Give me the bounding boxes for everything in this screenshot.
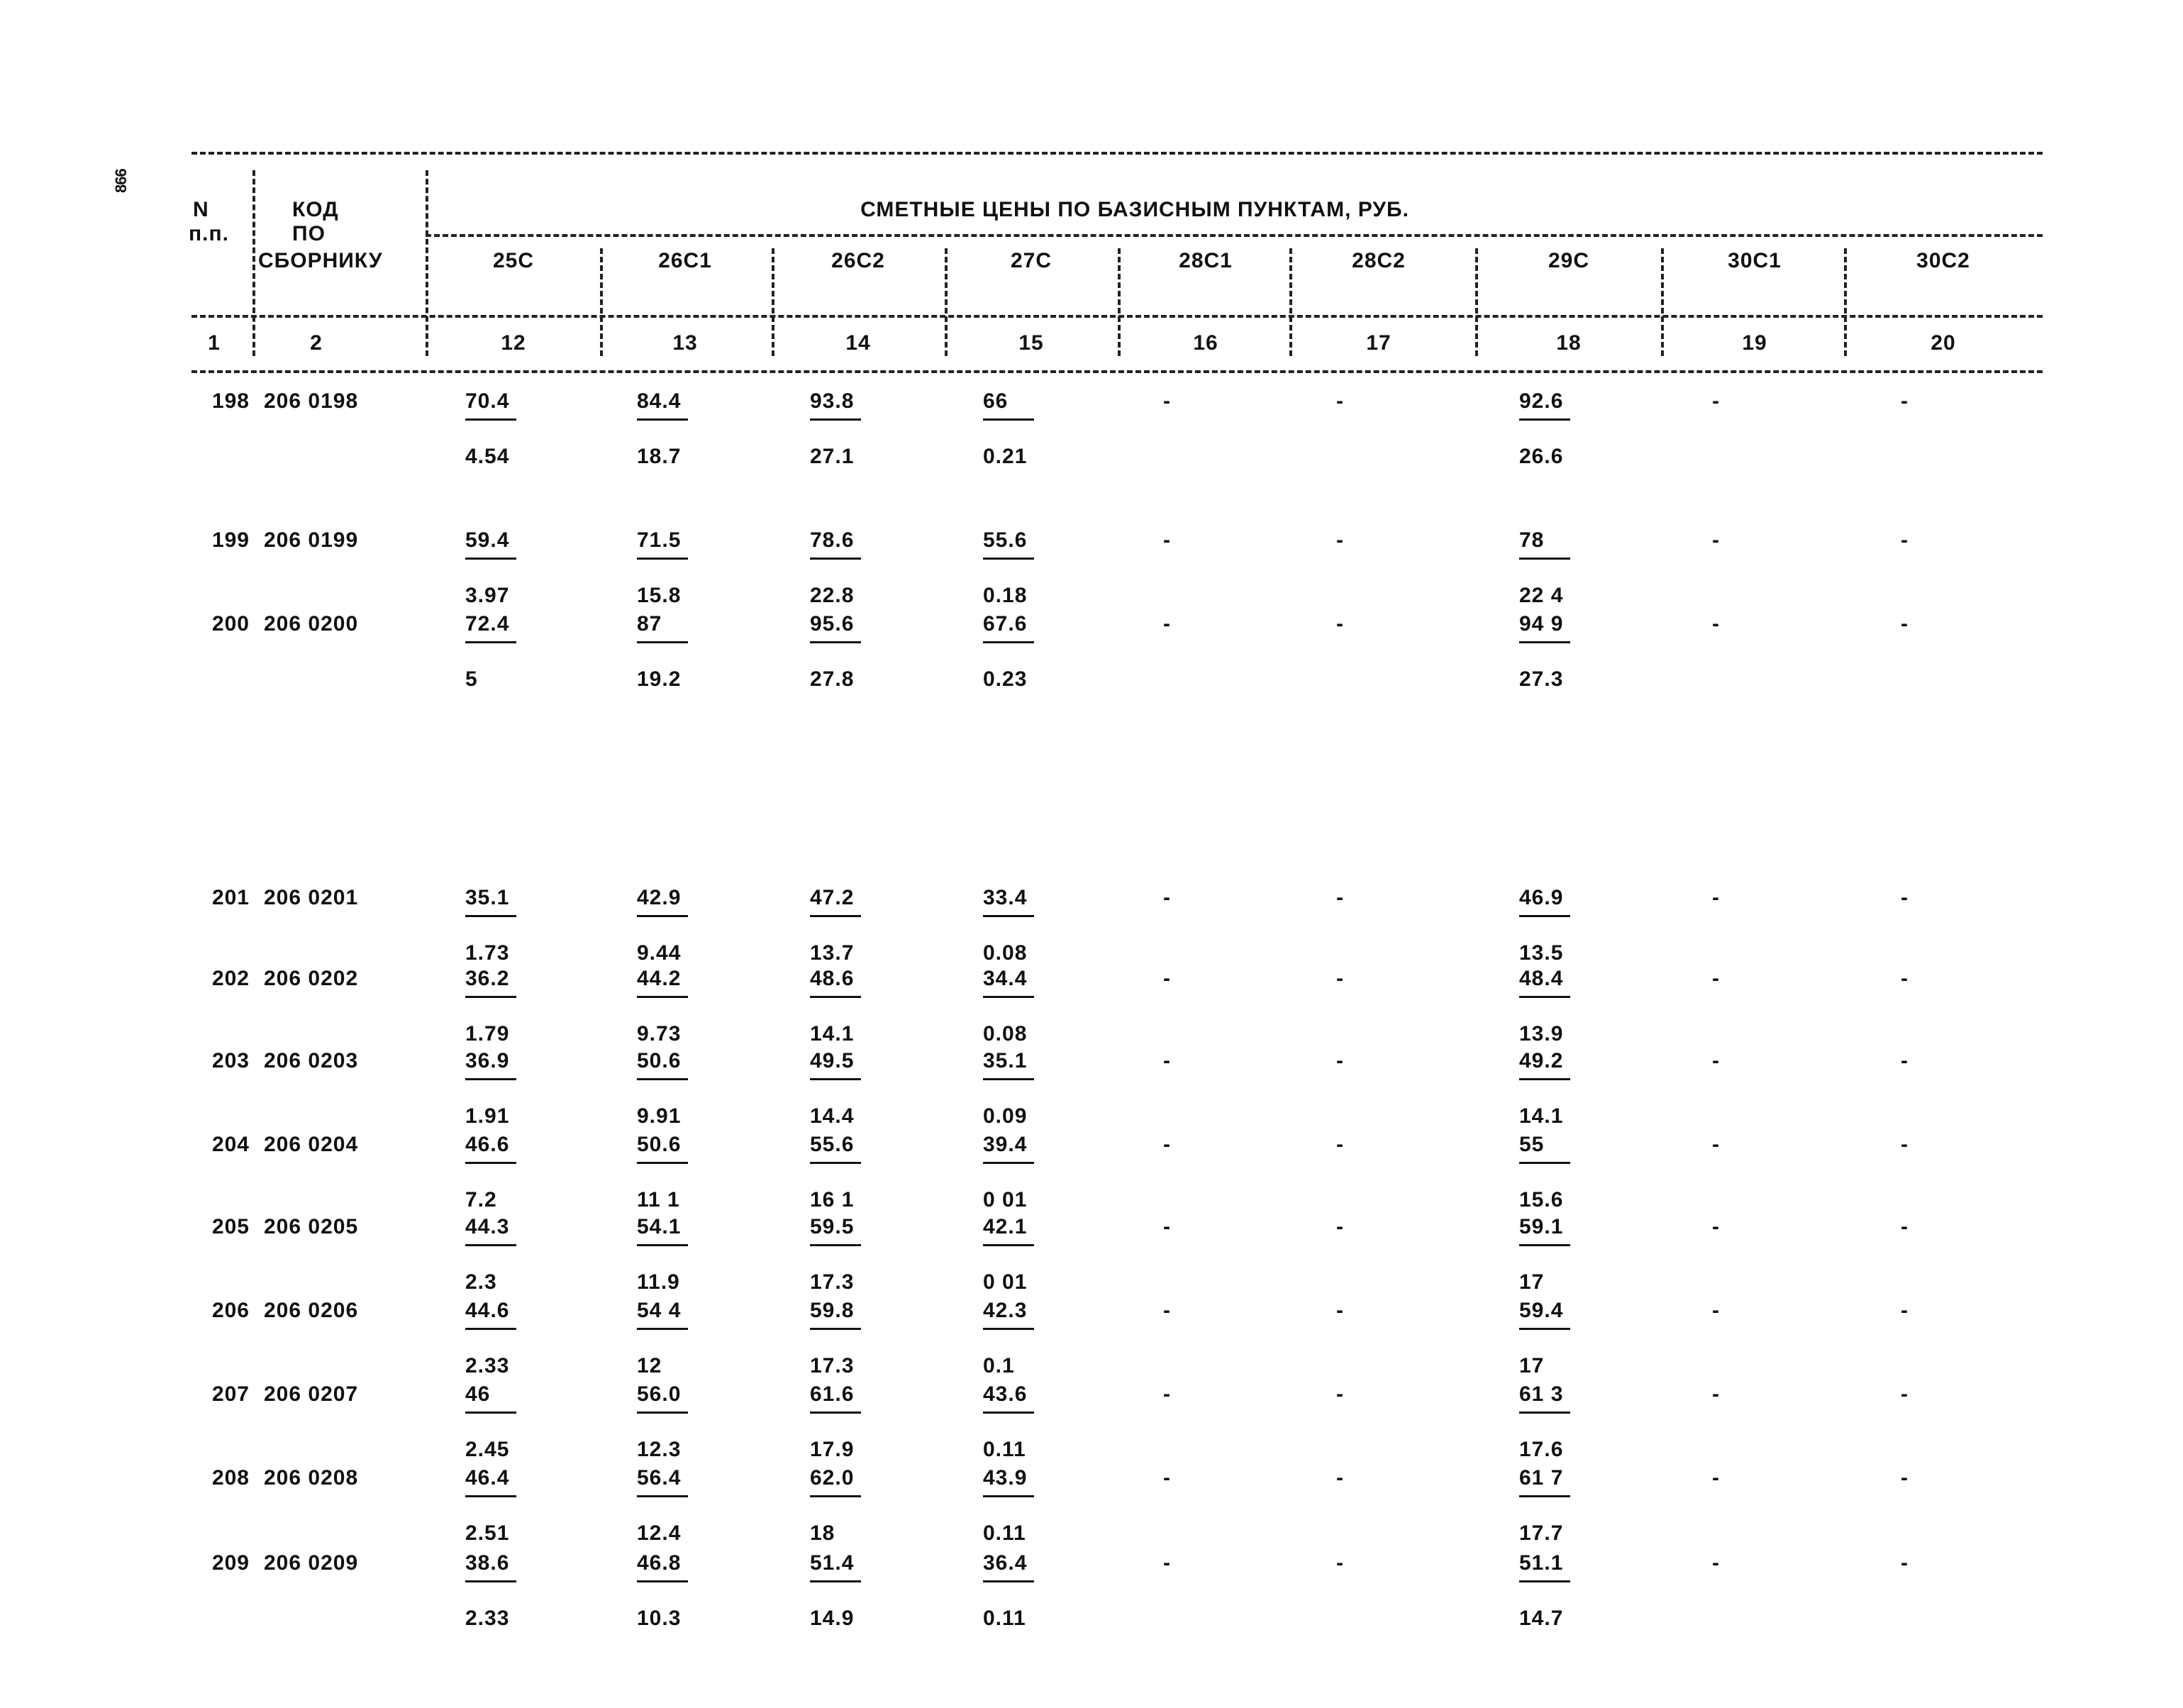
price-numerator: 71.5 bbox=[637, 528, 682, 552]
empty-dash: - bbox=[1163, 1049, 1171, 1072]
empty-dash: - bbox=[1163, 612, 1171, 636]
row-code: 206 0205 bbox=[264, 1215, 359, 1238]
fraction-bar bbox=[1519, 1412, 1570, 1414]
col-sep-4 bbox=[772, 248, 774, 356]
price-denominator: 15.8 bbox=[637, 584, 682, 607]
column-index: 17 bbox=[1366, 331, 1392, 355]
fraction-bar bbox=[465, 996, 516, 998]
row-number: 203 bbox=[211, 1049, 250, 1072]
fraction-bar bbox=[637, 418, 688, 421]
empty-dash: - bbox=[1163, 886, 1171, 909]
price-denominator: 15.6 bbox=[1519, 1188, 1564, 1211]
fraction-bar bbox=[810, 1162, 861, 1164]
fraction-bar bbox=[465, 1162, 516, 1164]
price-numerator: 59.5 bbox=[810, 1215, 855, 1238]
price-denominator: 0.11 bbox=[983, 1607, 1026, 1630]
price-numerator: 42.3 bbox=[983, 1299, 1028, 1322]
column-index: 20 bbox=[1931, 331, 1956, 355]
row-number: 200 bbox=[211, 612, 250, 636]
fraction-bar bbox=[810, 1328, 861, 1330]
price-denominator: 18.7 bbox=[637, 445, 682, 468]
price-numerator: 35.1 bbox=[465, 886, 510, 909]
price-numerator: 92.6 bbox=[1519, 389, 1564, 413]
price-denominator: 17 bbox=[1519, 1354, 1545, 1377]
empty-dash: - bbox=[1901, 528, 1909, 552]
fraction-bar bbox=[983, 1495, 1034, 1497]
price-numerator: 87 bbox=[637, 612, 662, 636]
price-denominator: 1.79 bbox=[465, 1022, 510, 1046]
column-index: 2 bbox=[310, 331, 323, 355]
price-denominator: 19.2 bbox=[637, 667, 682, 691]
row-code: 206 0203 bbox=[264, 1049, 359, 1072]
header-code-line3: СБОРНИКУ bbox=[258, 249, 383, 272]
price-denominator: 0.11 bbox=[983, 1521, 1026, 1545]
fraction-bar bbox=[465, 1412, 516, 1414]
row-code: 206 0206 bbox=[264, 1299, 359, 1322]
fraction-bar bbox=[637, 1580, 688, 1582]
price-numerator: 61.6 bbox=[810, 1382, 855, 1406]
price-denominator: 14.9 bbox=[810, 1607, 855, 1630]
fraction-bar bbox=[1519, 1162, 1570, 1164]
fraction-bar bbox=[810, 1495, 861, 1497]
fraction-bar bbox=[983, 558, 1034, 560]
column-index: 15 bbox=[1018, 331, 1044, 355]
column-index: 13 bbox=[672, 331, 698, 355]
price-denominator: 2.33 bbox=[465, 1607, 510, 1630]
header-code-line2: ПО bbox=[292, 222, 326, 245]
fraction-bar bbox=[465, 641, 516, 643]
price-numerator: 50.6 bbox=[637, 1133, 682, 1156]
price-denominator: 17.6 bbox=[1519, 1438, 1564, 1461]
price-denominator: 16 1 bbox=[810, 1188, 855, 1211]
empty-dash: - bbox=[1712, 1382, 1720, 1406]
empty-dash: - bbox=[1163, 1299, 1171, 1322]
price-denominator: 10.3 bbox=[637, 1607, 682, 1630]
price-numerator: 55.6 bbox=[810, 1133, 855, 1156]
fraction-bar bbox=[637, 1162, 688, 1164]
price-numerator: 70.4 bbox=[465, 389, 510, 413]
row-number: 205 bbox=[211, 1215, 250, 1238]
price-denominator: 7.2 bbox=[465, 1188, 497, 1211]
empty-dash: - bbox=[1336, 1299, 1344, 1322]
price-denominator: 2.3 bbox=[465, 1270, 497, 1294]
fraction-bar bbox=[983, 1580, 1034, 1582]
price-numerator: 44.3 bbox=[465, 1215, 510, 1238]
price-numerator: 39.4 bbox=[983, 1133, 1028, 1156]
row-number: 199 bbox=[211, 528, 250, 552]
empty-dash: - bbox=[1163, 528, 1171, 552]
empty-dash: - bbox=[1712, 1133, 1720, 1156]
empty-dash: - bbox=[1901, 967, 1909, 990]
price-numerator: 46 bbox=[465, 1382, 491, 1406]
row-code: 206 0202 bbox=[264, 967, 359, 990]
row-code: 206 0200 bbox=[264, 612, 359, 636]
column-header: 26С1 bbox=[658, 249, 712, 272]
empty-dash: - bbox=[1712, 389, 1720, 413]
empty-dash: - bbox=[1336, 1049, 1344, 1072]
column-header: 30С2 bbox=[1916, 249, 1970, 272]
price-numerator: 94 9 bbox=[1519, 612, 1564, 636]
price-numerator: 43.6 bbox=[983, 1382, 1028, 1406]
fraction-bar bbox=[810, 641, 861, 643]
col-sep-2 bbox=[426, 170, 428, 356]
fraction-bar bbox=[1519, 996, 1570, 998]
empty-dash: - bbox=[1163, 389, 1171, 413]
price-numerator: 44.2 bbox=[637, 967, 682, 990]
price-denominator: 17.3 bbox=[810, 1354, 855, 1377]
price-denominator: 12 bbox=[637, 1354, 662, 1377]
row-number: 209 bbox=[211, 1551, 250, 1575]
fraction-bar bbox=[465, 1580, 516, 1582]
fraction-bar bbox=[810, 915, 861, 917]
fraction-bar bbox=[637, 1244, 688, 1246]
price-denominator: 12.4 bbox=[637, 1521, 682, 1545]
price-numerator: 59.4 bbox=[1519, 1299, 1564, 1322]
column-header: 30С1 bbox=[1728, 249, 1782, 272]
empty-dash: - bbox=[1336, 886, 1344, 909]
price-numerator: 67.6 bbox=[983, 612, 1028, 636]
price-numerator: 36.2 bbox=[465, 967, 510, 990]
row-code: 206 0198 bbox=[264, 389, 359, 413]
empty-dash: - bbox=[1336, 1466, 1344, 1490]
price-numerator: 42.1 bbox=[983, 1215, 1028, 1238]
fraction-bar bbox=[810, 1580, 861, 1582]
price-denominator: 13.7 bbox=[810, 941, 855, 965]
fraction-bar bbox=[1519, 418, 1570, 421]
fraction-bar bbox=[1519, 1078, 1570, 1080]
column-index: 1 bbox=[208, 331, 221, 355]
price-denominator: 1.91 bbox=[465, 1104, 510, 1128]
column-header: 28С1 bbox=[1179, 249, 1233, 272]
col-sep-9 bbox=[1661, 248, 1664, 356]
empty-dash: - bbox=[1336, 1215, 1344, 1238]
col-sep-3 bbox=[600, 248, 603, 356]
price-numerator: 48.6 bbox=[810, 967, 855, 990]
empty-dash: - bbox=[1712, 528, 1720, 552]
fraction-bar bbox=[983, 915, 1034, 917]
empty-dash: - bbox=[1336, 389, 1344, 413]
fraction-bar bbox=[983, 418, 1034, 421]
row-code: 206 0201 bbox=[264, 886, 359, 909]
price-denominator: 9.44 bbox=[637, 941, 682, 965]
price-numerator: 56.4 bbox=[637, 1466, 682, 1490]
column-index: 14 bbox=[845, 331, 871, 355]
price-numerator: 72.4 bbox=[465, 612, 510, 636]
fraction-bar bbox=[465, 1244, 516, 1246]
fraction-bar bbox=[637, 915, 688, 917]
header-code-line1: КОД bbox=[292, 198, 339, 221]
fraction-bar bbox=[465, 1495, 516, 1497]
fraction-bar bbox=[983, 996, 1034, 998]
price-numerator: 43.9 bbox=[983, 1466, 1028, 1490]
price-numerator: 95.6 bbox=[810, 612, 855, 636]
price-numerator: 47.2 bbox=[810, 886, 855, 909]
fraction-bar bbox=[810, 558, 861, 560]
price-numerator: 55 bbox=[1519, 1133, 1545, 1156]
column-index: 18 bbox=[1556, 331, 1582, 355]
price-denominator: 11.9 bbox=[637, 1270, 680, 1294]
price-denominator: 0.21 bbox=[983, 445, 1028, 468]
fraction-bar bbox=[1519, 1244, 1570, 1246]
empty-dash: - bbox=[1163, 1133, 1171, 1156]
fraction-bar bbox=[637, 996, 688, 998]
price-numerator: 36.4 bbox=[983, 1551, 1028, 1575]
fraction-bar bbox=[465, 915, 516, 917]
price-denominator: 3.97 bbox=[465, 584, 510, 607]
price-numerator: 34.4 bbox=[983, 967, 1028, 990]
price-denominator: 0.11 bbox=[983, 1438, 1026, 1461]
empty-dash: - bbox=[1336, 967, 1344, 990]
empty-dash: - bbox=[1901, 1551, 1909, 1575]
row-code: 206 0208 bbox=[264, 1466, 359, 1490]
row-code: 206 0199 bbox=[264, 528, 359, 552]
fraction-bar bbox=[637, 641, 688, 643]
price-numerator: 56.0 bbox=[637, 1382, 682, 1406]
price-numerator: 35.1 bbox=[983, 1049, 1028, 1072]
price-denominator: 2.51 bbox=[465, 1521, 510, 1545]
col-sep-5 bbox=[945, 248, 948, 356]
column-header: 25С bbox=[492, 249, 535, 272]
empty-dash: - bbox=[1336, 1382, 1344, 1406]
empty-dash: - bbox=[1163, 967, 1171, 990]
index-row-rule bbox=[191, 370, 2043, 373]
price-numerator: 59.4 bbox=[465, 528, 510, 552]
column-header: 28С2 bbox=[1352, 249, 1406, 272]
empty-dash: - bbox=[1712, 1215, 1720, 1238]
price-denominator: 0.18 bbox=[983, 584, 1028, 607]
row-code: 206 0207 bbox=[264, 1382, 359, 1406]
empty-dash: - bbox=[1163, 1215, 1171, 1238]
price-denominator: 4.54 bbox=[465, 445, 510, 468]
price-numerator: 49.2 bbox=[1519, 1049, 1564, 1072]
price-numerator: 48.4 bbox=[1519, 967, 1564, 990]
fraction-bar bbox=[1519, 641, 1570, 643]
price-denominator: 9.91 bbox=[637, 1104, 682, 1128]
fraction-bar bbox=[1519, 915, 1570, 917]
price-denominator: 14.4 bbox=[810, 1104, 855, 1128]
price-denominator: 13.9 bbox=[1519, 1022, 1564, 1046]
fraction-bar bbox=[810, 418, 861, 421]
price-numerator: 61 3 bbox=[1519, 1382, 1564, 1406]
empty-dash: - bbox=[1712, 886, 1720, 909]
fraction-bar bbox=[465, 418, 516, 421]
row-number: 207 bbox=[211, 1382, 250, 1406]
page-number: 866 bbox=[112, 169, 130, 193]
header-num-line2: п.п. bbox=[189, 222, 229, 245]
fraction-bar bbox=[810, 1078, 861, 1080]
empty-dash: - bbox=[1712, 1466, 1720, 1490]
col-sep-6 bbox=[1118, 248, 1121, 356]
column-header: 29С bbox=[1548, 249, 1590, 272]
fraction-bar bbox=[983, 1162, 1034, 1164]
column-header: 27С bbox=[1010, 249, 1052, 272]
fraction-bar bbox=[810, 1412, 861, 1414]
empty-dash: - bbox=[1901, 612, 1909, 636]
price-numerator: 38.6 bbox=[465, 1551, 510, 1575]
price-denominator: 0.1 bbox=[983, 1354, 1015, 1377]
price-numerator: 44.6 bbox=[465, 1299, 510, 1322]
empty-dash: - bbox=[1336, 612, 1344, 636]
row-number: 201 bbox=[211, 886, 250, 909]
col-sep-10 bbox=[1844, 248, 1847, 356]
row-code: 206 0209 bbox=[264, 1551, 359, 1575]
fraction-bar bbox=[1519, 1328, 1570, 1330]
fraction-bar bbox=[983, 641, 1034, 643]
header-group-title: СМЕТНЫЕ ЦЕНЫ ПО БАЗИСНЫМ ПУНКТАМ, РУБ. bbox=[860, 198, 1409, 221]
price-numerator: 78 bbox=[1519, 528, 1545, 552]
table-top-rule bbox=[191, 152, 2043, 155]
price-numerator: 54.1 bbox=[637, 1215, 682, 1238]
fraction-bar bbox=[1519, 558, 1570, 560]
fraction-bar bbox=[1519, 1580, 1570, 1582]
header-num-line1: N bbox=[193, 198, 209, 221]
fraction-bar bbox=[810, 1244, 861, 1246]
price-denominator: 26.6 bbox=[1519, 445, 1564, 468]
price-denominator: 14.1 bbox=[810, 1022, 855, 1046]
price-denominator: 2.33 bbox=[465, 1354, 510, 1377]
price-denominator: 9.73 bbox=[637, 1022, 682, 1046]
price-numerator: 46.9 bbox=[1519, 886, 1564, 909]
column-index: 16 bbox=[1193, 331, 1218, 355]
price-numerator: 46.8 bbox=[637, 1551, 682, 1575]
group-header-rule bbox=[426, 234, 2043, 237]
empty-dash: - bbox=[1163, 1551, 1171, 1575]
price-numerator: 36.9 bbox=[465, 1049, 510, 1072]
price-denominator: 17.3 bbox=[810, 1270, 855, 1294]
fraction-bar bbox=[637, 1328, 688, 1330]
price-numerator: 51.4 bbox=[810, 1551, 855, 1575]
price-denominator: 5 bbox=[465, 667, 478, 691]
price-denominator: 17.9 bbox=[810, 1438, 855, 1461]
price-numerator: 42.9 bbox=[637, 886, 682, 909]
column-index: 12 bbox=[501, 331, 526, 355]
row-number: 202 bbox=[211, 967, 250, 990]
fraction-bar bbox=[637, 1412, 688, 1414]
row-number: 208 bbox=[211, 1466, 250, 1490]
row-code: 206 0204 bbox=[264, 1133, 359, 1156]
empty-dash: - bbox=[1712, 612, 1720, 636]
price-numerator: 59.1 bbox=[1519, 1215, 1564, 1238]
price-numerator: 62.0 bbox=[810, 1466, 855, 1490]
fraction-bar bbox=[983, 1078, 1034, 1080]
empty-dash: - bbox=[1901, 1466, 1909, 1490]
empty-dash: - bbox=[1901, 1215, 1909, 1238]
header-bottom-rule bbox=[191, 315, 2043, 318]
empty-dash: - bbox=[1901, 886, 1909, 909]
price-denominator: 14.1 bbox=[1519, 1104, 1564, 1128]
price-numerator: 78.6 bbox=[810, 528, 855, 552]
price-denominator: 17.7 bbox=[1519, 1521, 1564, 1545]
price-numerator: 46.4 bbox=[465, 1466, 510, 1490]
empty-dash: - bbox=[1336, 1551, 1344, 1575]
price-numerator: 46.6 bbox=[465, 1133, 510, 1156]
price-numerator: 59.8 bbox=[810, 1299, 855, 1322]
empty-dash: - bbox=[1901, 1049, 1909, 1072]
price-numerator: 54 4 bbox=[637, 1299, 682, 1322]
price-denominator: 22.8 bbox=[810, 584, 855, 607]
empty-dash: - bbox=[1901, 1299, 1909, 1322]
price-denominator: 0.23 bbox=[983, 667, 1028, 691]
empty-dash: - bbox=[1901, 1133, 1909, 1156]
fraction-bar bbox=[810, 996, 861, 998]
col-sep-8 bbox=[1475, 248, 1478, 356]
fraction-bar bbox=[637, 558, 688, 560]
price-numerator: 55.6 bbox=[983, 528, 1028, 552]
price-denominator: 13.5 bbox=[1519, 941, 1564, 965]
empty-dash: - bbox=[1712, 967, 1720, 990]
price-denominator: 27.1 bbox=[810, 445, 855, 468]
fraction-bar bbox=[637, 1495, 688, 1497]
price-denominator: 1.73 bbox=[465, 941, 510, 965]
empty-dash: - bbox=[1336, 1133, 1344, 1156]
price-denominator: 0.08 bbox=[983, 941, 1028, 965]
fraction-bar bbox=[983, 1244, 1034, 1246]
price-numerator: 33.4 bbox=[983, 886, 1028, 909]
col-sep-1 bbox=[252, 170, 255, 356]
empty-dash: - bbox=[1163, 1382, 1171, 1406]
fraction-bar bbox=[465, 1328, 516, 1330]
row-number: 198 bbox=[211, 389, 250, 413]
column-header: 26С2 bbox=[831, 249, 885, 272]
fraction-bar bbox=[465, 1078, 516, 1080]
fraction-bar bbox=[465, 558, 516, 560]
fraction-bar bbox=[983, 1328, 1034, 1330]
row-number: 204 bbox=[211, 1133, 250, 1156]
row-number: 206 bbox=[211, 1299, 250, 1322]
price-numerator: 84.4 bbox=[637, 389, 682, 413]
empty-dash: - bbox=[1336, 528, 1344, 552]
fraction-bar bbox=[1519, 1495, 1570, 1497]
empty-dash: - bbox=[1901, 389, 1909, 413]
price-denominator: 14.7 bbox=[1519, 1607, 1564, 1630]
price-denominator: 11 1 bbox=[637, 1188, 680, 1211]
empty-dash: - bbox=[1163, 1466, 1171, 1490]
empty-dash: - bbox=[1712, 1299, 1720, 1322]
price-numerator: 61 7 bbox=[1519, 1466, 1564, 1490]
fraction-bar bbox=[637, 1078, 688, 1080]
price-denominator: 0 01 bbox=[983, 1188, 1028, 1211]
column-index: 19 bbox=[1742, 331, 1767, 355]
price-denominator: 0 01 bbox=[983, 1270, 1028, 1294]
empty-dash: - bbox=[1712, 1551, 1720, 1575]
price-denominator: 0.09 bbox=[983, 1104, 1028, 1128]
col-sep-7 bbox=[1289, 248, 1292, 356]
price-denominator: 27.8 bbox=[810, 667, 855, 691]
price-denominator: 17 bbox=[1519, 1270, 1545, 1294]
price-numerator: 51.1 bbox=[1519, 1551, 1564, 1575]
fraction-bar bbox=[983, 1412, 1034, 1414]
price-denominator: 0.08 bbox=[983, 1022, 1028, 1046]
price-denominator: 27.3 bbox=[1519, 667, 1564, 691]
price-denominator: 2.45 bbox=[465, 1438, 510, 1461]
empty-dash: - bbox=[1901, 1382, 1909, 1406]
price-denominator: 22 4 bbox=[1519, 584, 1564, 607]
price-denominator: 12.3 bbox=[637, 1438, 682, 1461]
price-numerator: 93.8 bbox=[810, 389, 855, 413]
price-numerator: 66 bbox=[983, 389, 1009, 413]
price-denominator: 18 bbox=[810, 1521, 835, 1545]
price-numerator: 49.5 bbox=[810, 1049, 855, 1072]
price-numerator: 50.6 bbox=[637, 1049, 682, 1072]
empty-dash: - bbox=[1712, 1049, 1720, 1072]
